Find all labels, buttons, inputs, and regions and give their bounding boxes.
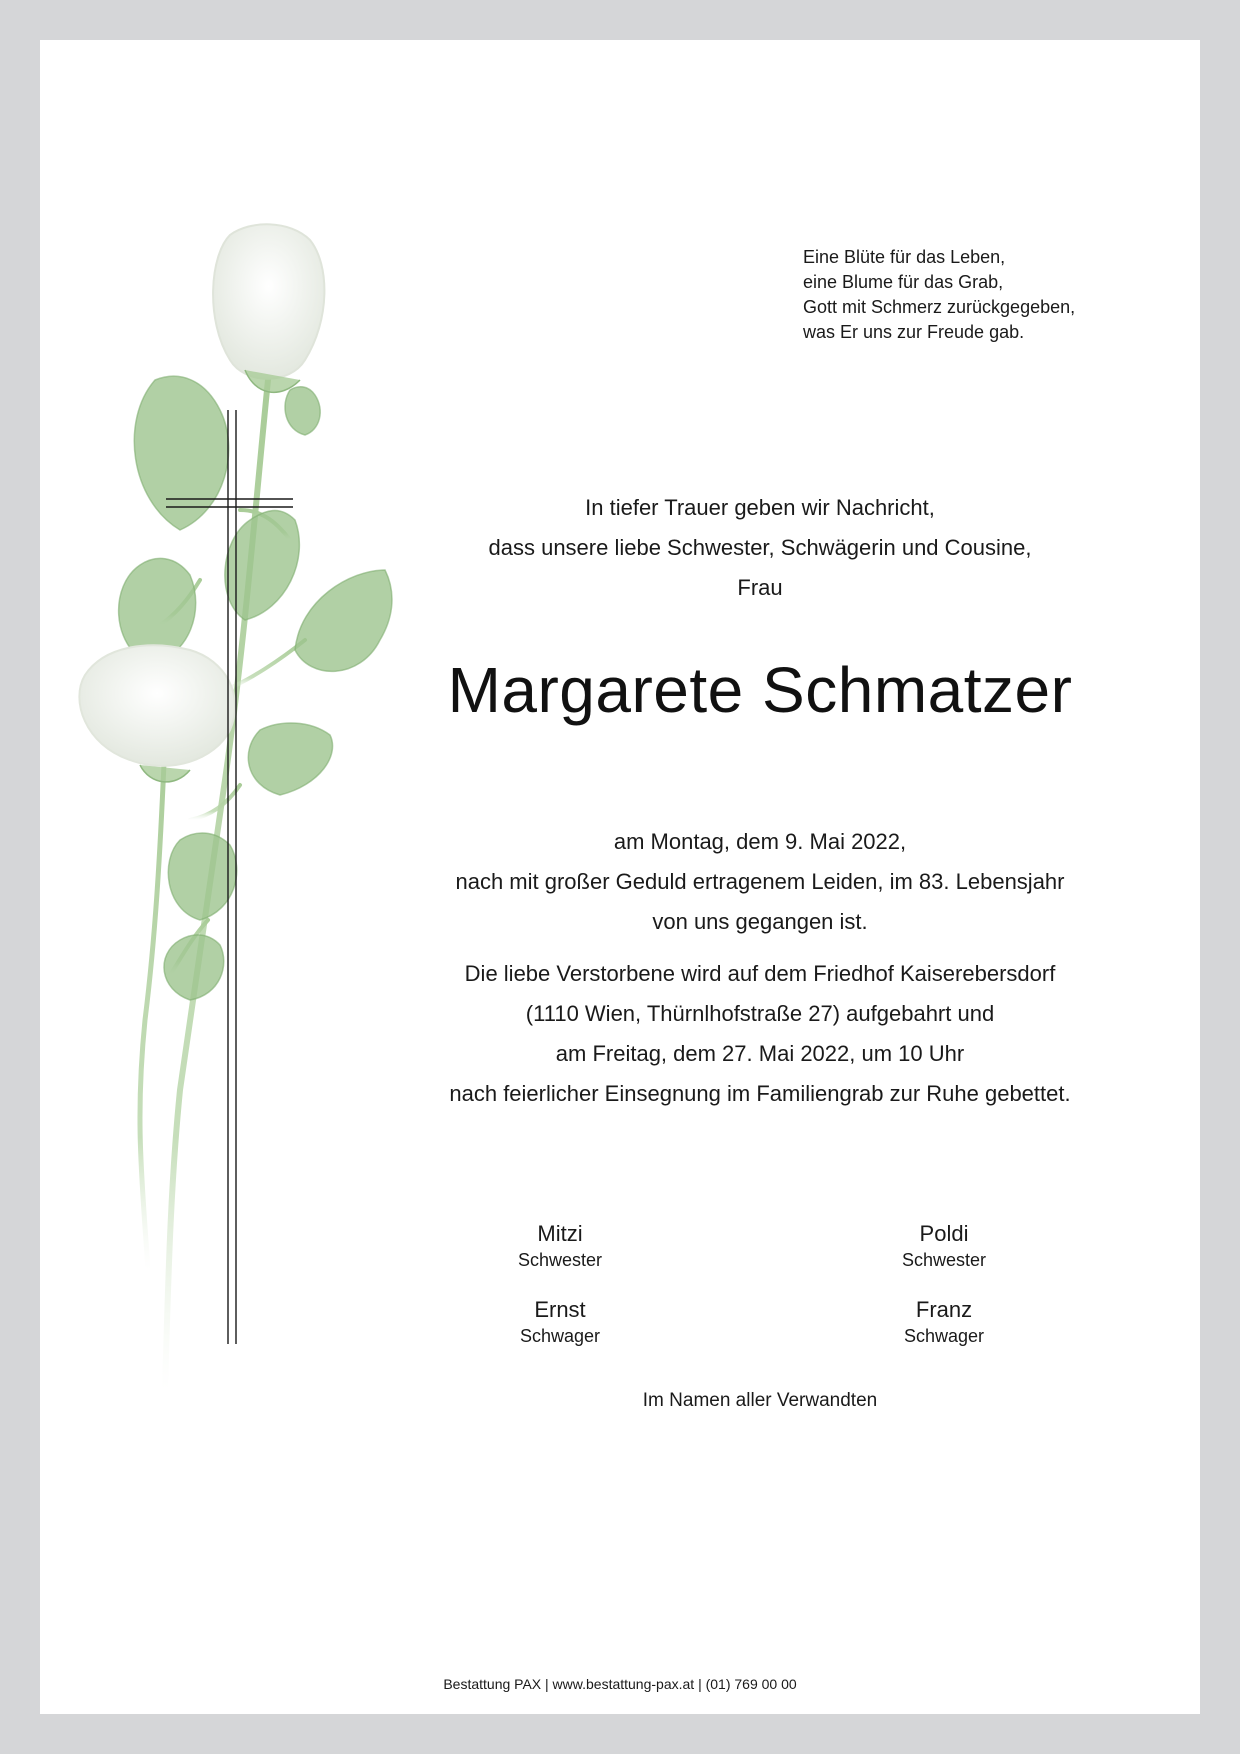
leaf [295, 570, 392, 671]
details-line: von uns gegangen ist. [652, 909, 868, 934]
rose-bud-top [213, 224, 324, 378]
mourner-name: Franz [915, 1297, 973, 1322]
roses-and-cross-illustration [40, 40, 460, 1714]
funeral-line: Die liebe Verstorbene wird auf dem Friedhof Kaiserebersdorf [464, 961, 1056, 986]
details-line: am Montag, dem 9. Mai 2022, [613, 829, 907, 854]
intro-line: In tiefer Trauer geben wir Nachricht, [585, 495, 935, 520]
death-notice-page [40, 40, 1200, 1714]
death-details [400, 822, 1120, 942]
leaf [248, 723, 332, 795]
mourner-name: Ernst [534, 1297, 586, 1322]
funeral-line: nach feierlicher Einsegnung im Familiengrab zur Ruhe gebettet. [449, 1081, 1071, 1106]
mourner-relation: Schwester [901, 1250, 987, 1270]
funeral-home-footer: Bestattung PAX | www.bestattung-pax.at | (01) 769 00 00 [443, 1676, 797, 1692]
mourner-relation: Schwester [517, 1250, 603, 1270]
mourner-entry [440, 1220, 680, 1272]
funeral-line: (1110 Wien, Thürnlhofstraße 27) aufgebahrt und [525, 1001, 995, 1026]
mourner-entry [440, 1296, 680, 1348]
poem-line: Eine Blüte für das Leben, [803, 247, 1006, 267]
poem-line: Gott mit Schmerz zurückgegeben, [803, 297, 1076, 317]
funeral-information [400, 954, 1120, 1114]
intro-line: Frau [737, 575, 783, 600]
rose-bloom-lower [79, 645, 235, 766]
leaf [168, 833, 236, 920]
deceased-name: Margarete Schmatzer [447, 654, 1073, 726]
announcement-intro [400, 488, 1120, 608]
signoff: Im Namen aller Verwandten [642, 1390, 878, 1411]
memorial-poem [803, 245, 1075, 345]
mourner-entry [824, 1220, 1064, 1272]
mourner-name: Poldi [919, 1221, 969, 1246]
details-line: nach mit großer Geduld ertragenem Leiden, im 83. Lebensjahr [455, 869, 1065, 894]
mourner-relation: Schwager [519, 1326, 601, 1346]
poem-line: was Er uns zur Freude gab. [803, 322, 1025, 342]
mourner-entry [824, 1296, 1064, 1348]
mourner-relation: Schwager [903, 1326, 985, 1346]
leaf [164, 935, 224, 1000]
leaf [285, 387, 320, 435]
funeral-line: am Freitag, dem 27. Mai 2022, um 10 Uhr [555, 1041, 965, 1066]
poem-line: eine Blume für das Grab, [803, 272, 1004, 292]
mourner-name: Mitzi [537, 1221, 583, 1246]
intro-line: dass unsere liebe Schwester, Schwägerin und Cousine, [488, 535, 1032, 560]
